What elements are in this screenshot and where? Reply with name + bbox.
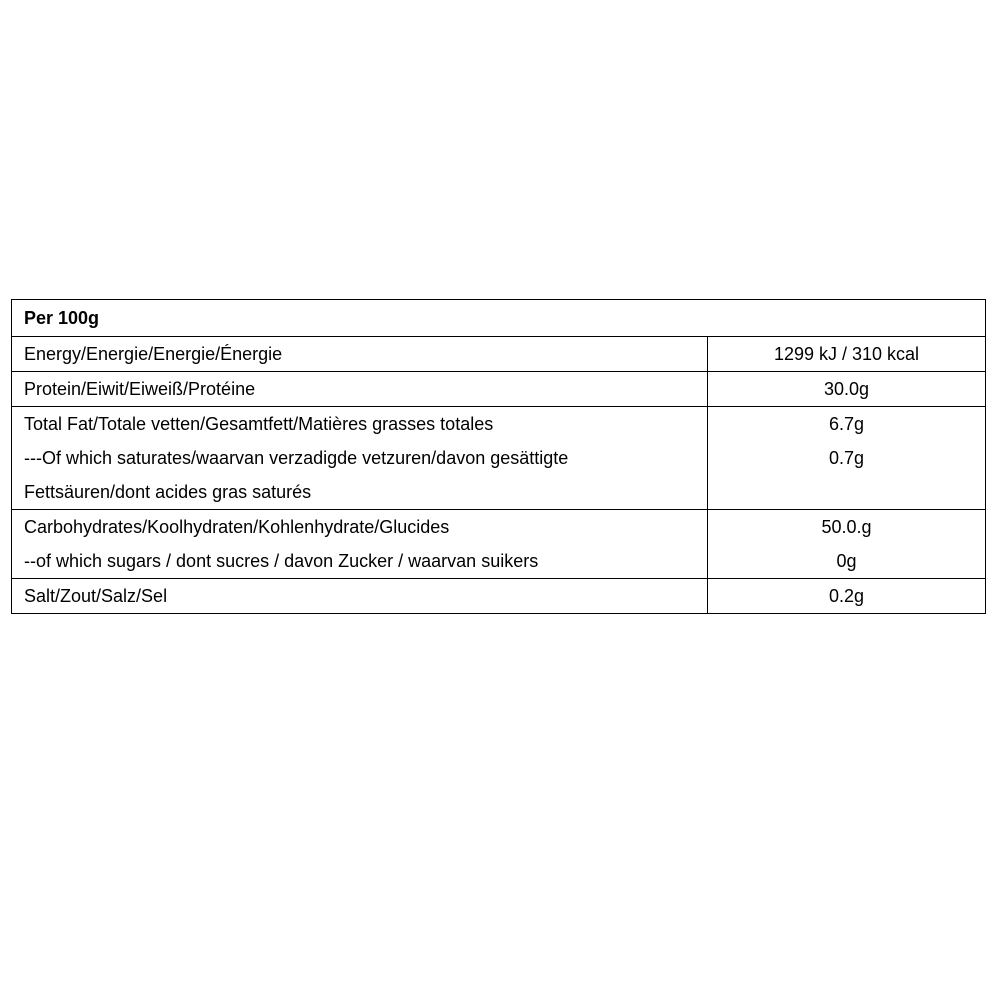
table-row-fat xyxy=(12,407,986,510)
table-row-protein xyxy=(12,372,986,407)
nutrient-name-cell xyxy=(12,510,708,579)
nutrient-value-cell xyxy=(708,579,986,614)
nutrient-sub-name: --of which sugars / dont sucres / davon Zucker / waarvan suikers xyxy=(24,551,539,571)
table-row-energy xyxy=(12,337,986,372)
nutrient-name-cell xyxy=(12,407,708,510)
nutrient-value-cell xyxy=(708,337,986,372)
nutrient-name: Energy/Energie/Energie/Énergie xyxy=(24,344,283,364)
nutrient-name: Carbohydrates/Koolhydraten/Kohlenhydrate/Glucides xyxy=(24,517,450,537)
nutrient-sub-name: ---Of which saturates/waarvan verzadigde vetzuren/davon gesättigte xyxy=(24,448,569,468)
table-row-carbohydrates xyxy=(12,510,986,579)
nutrient-sub-value: 0.7g xyxy=(828,448,865,468)
table-header-row xyxy=(12,300,986,337)
nutrition-table xyxy=(11,299,986,614)
nutrient-name: Salt/Zout/Salz/Sel xyxy=(24,586,168,606)
nutrient-sub-name-continued: Fettsäuren/dont acides gras saturés xyxy=(24,482,312,502)
nutrient-value-cell xyxy=(708,510,986,579)
nutrient-name-cell xyxy=(12,337,708,372)
nutrient-value: 1299 kJ / 310 kcal xyxy=(773,344,920,364)
nutrient-value: 30.0g xyxy=(823,379,870,399)
nutrient-value-cell xyxy=(708,372,986,407)
nutrient-value: 0.2g xyxy=(828,586,865,606)
table-title: Per 100g xyxy=(12,300,986,337)
nutrient-value: 6.7g xyxy=(828,414,865,434)
nutrient-name: Total Fat/Totale vetten/Gesamtfett/Matières grasses totales xyxy=(24,414,494,434)
nutrient-name-cell xyxy=(12,579,708,614)
nutrient-name: Protein/Eiwit/Eiweiß/Protéine xyxy=(24,379,256,399)
nutrient-name-cell xyxy=(12,372,708,407)
table-row-salt xyxy=(12,579,986,614)
nutrient-sub-value: 0g xyxy=(836,551,857,571)
nutrient-value-cell xyxy=(708,407,986,510)
nutrient-value: 50.0.g xyxy=(821,517,872,537)
